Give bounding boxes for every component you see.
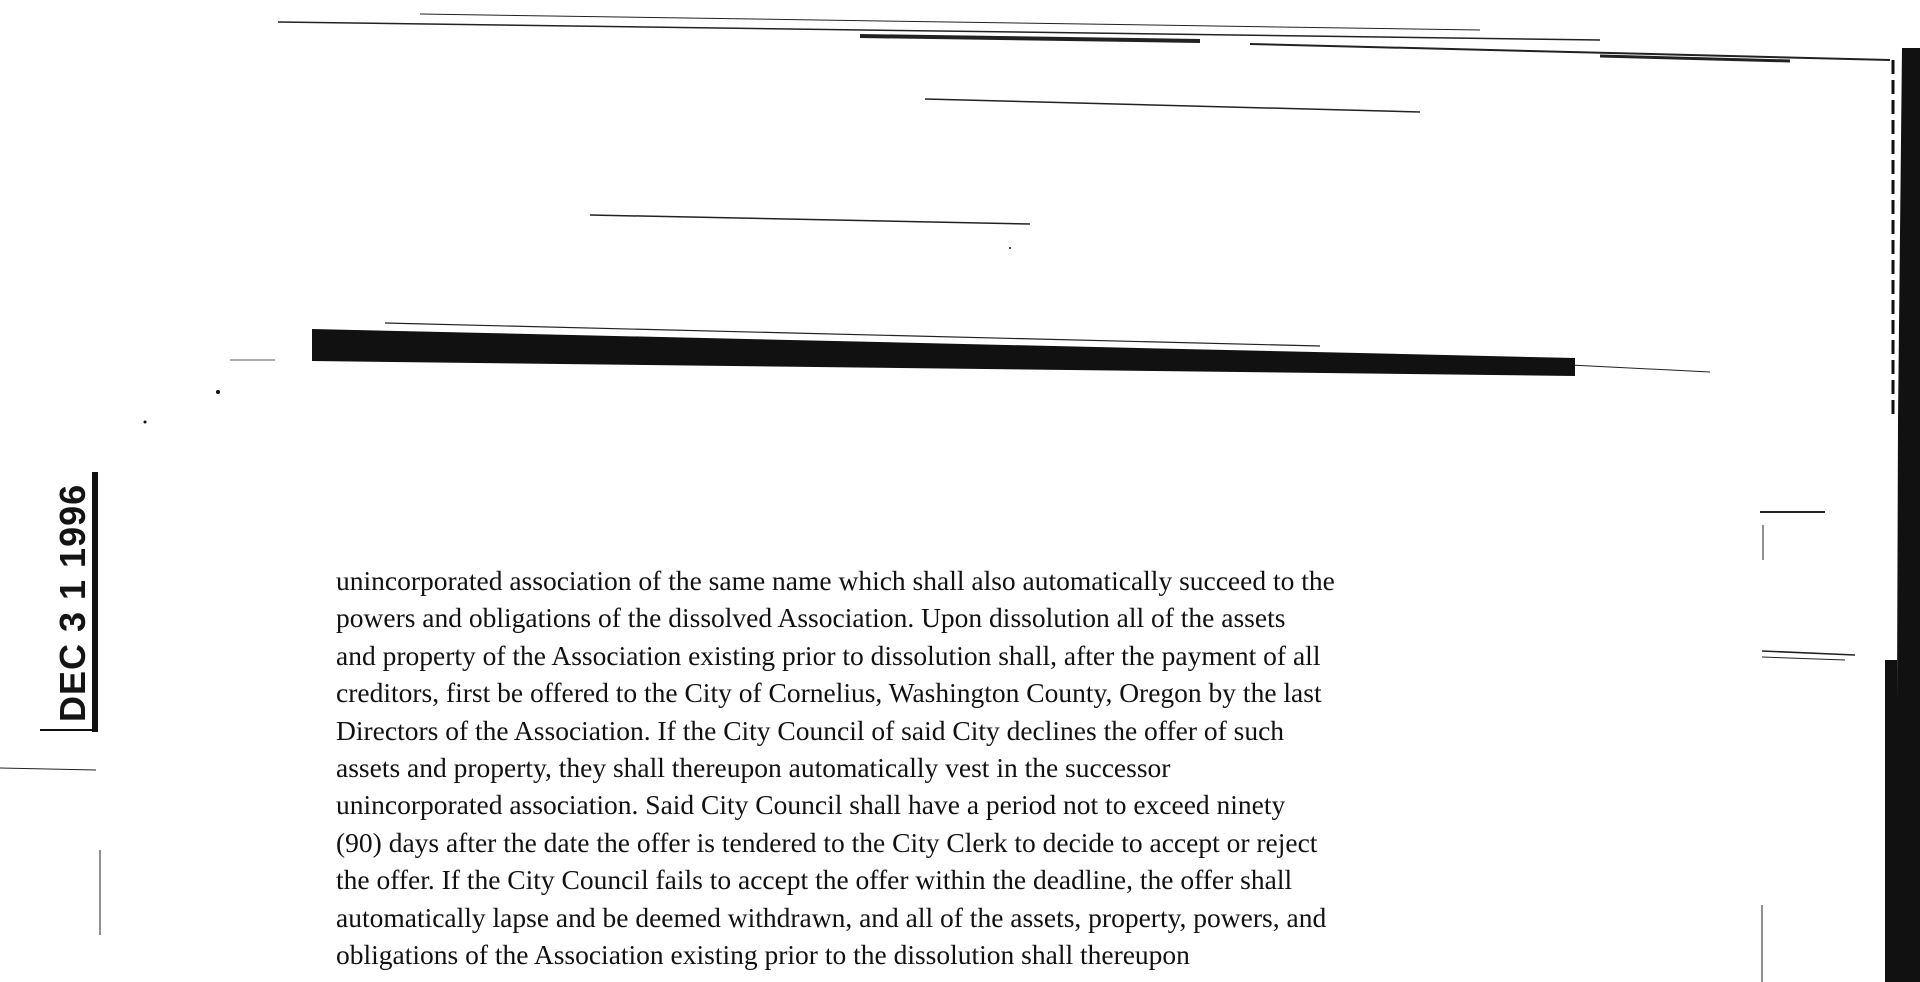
body-line-11: obligations of the Association existing prior to the dissolution shall thereupon: [336, 939, 1190, 971]
body-line-7: unincorporated association. Said City Council shall have a period not to exceed ninety: [336, 789, 1286, 821]
body-line-9: the offer. If the City Council fails to accept the offer within the deadline, the offer shall: [336, 864, 1293, 896]
body-line-8: (90) days after the date the offer is tendered to the City Clerk to decide to accept or reject: [336, 826, 1318, 858]
body-line-4: creditors, first be offered to the City of Cornelius, Washington County, Oregon by the last: [336, 677, 1322, 709]
received-date-stamp: [40, 472, 110, 732]
body-line-3: and property of the Association existing prior to dissolution shall, after the payment of all: [336, 639, 1321, 671]
body-line-6: assets and property, they shall thereupon automatically vest in the successor: [336, 752, 1171, 784]
stamp-date-text: DEC 3 1 1996: [52, 483, 93, 722]
body-line-2: powers and obligations of the dissolved Association. Upon dissolution all of the assets: [336, 602, 1286, 634]
body-line-5: Directors of the Association. If the City Council of said City declines the offer of such: [336, 714, 1285, 746]
body-line-1: unincorporated association of the same name which shall also automatically succeed to the: [336, 565, 1335, 596]
document-body: [336, 562, 1536, 973]
body-line-10: automatically lapse and be deemed withdrawn, and all of the assets, property, powers, and: [336, 901, 1327, 933]
